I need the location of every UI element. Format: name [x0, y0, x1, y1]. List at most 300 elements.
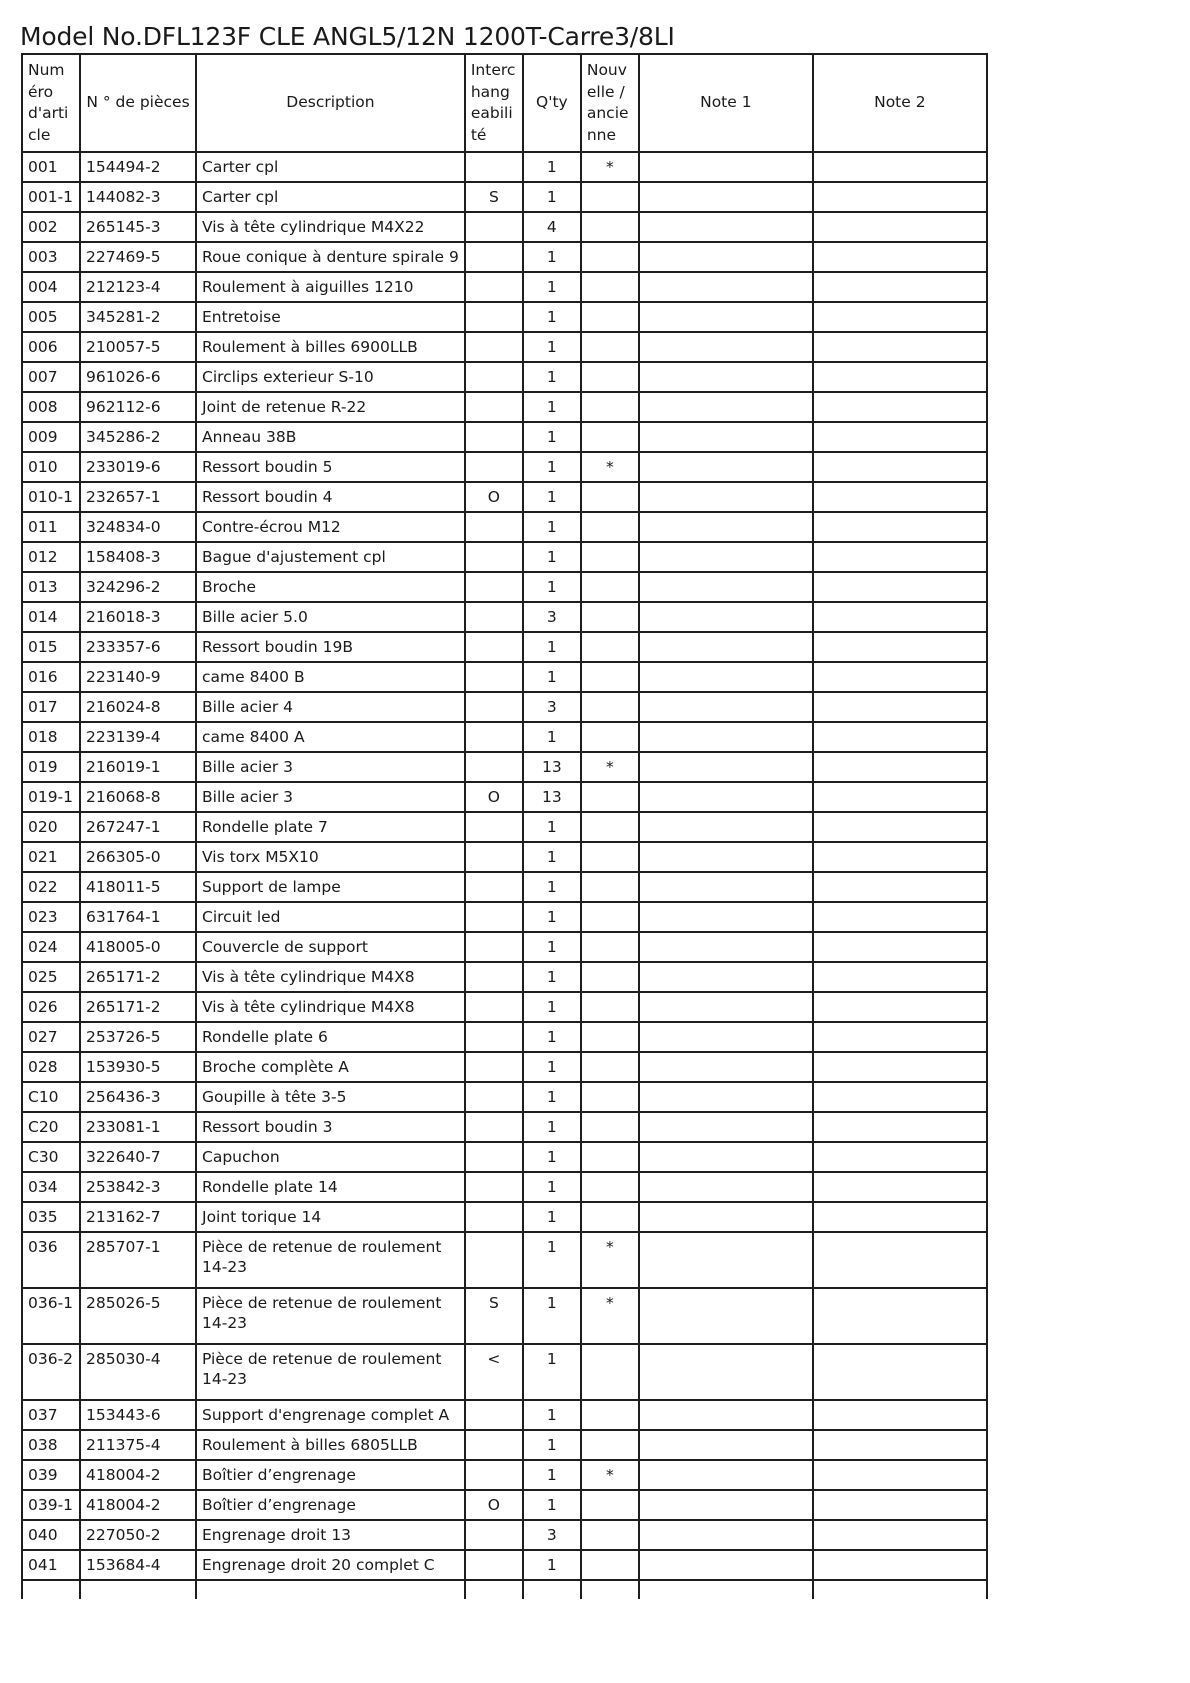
cell-quantity: 1 — [523, 1288, 581, 1344]
cell-new-old — [581, 722, 639, 752]
table-row — [22, 992, 987, 1022]
cell-quantity: 1 — [523, 242, 581, 272]
cell-new-old: * — [581, 452, 639, 482]
cell-item-number: 012 — [22, 542, 80, 572]
cell-description: Boîtier d’engrenage — [196, 1490, 465, 1520]
cell-description: Rondelle plate 7 — [196, 812, 465, 842]
cell-quantity: 1 — [523, 332, 581, 362]
cell-quantity: 3 — [523, 692, 581, 722]
cell-item-number: 026 — [22, 992, 80, 1022]
cell-new-old — [581, 392, 639, 422]
cell-quantity: 1 — [523, 1052, 581, 1082]
cell-new-old — [581, 1520, 639, 1550]
table-row — [22, 632, 987, 662]
table-row — [22, 872, 987, 902]
cell-quantity: 1 — [523, 992, 581, 1022]
cell-new-old — [581, 662, 639, 692]
table-row — [22, 302, 987, 332]
cell-part-number: 153443-6 — [80, 1400, 196, 1430]
cell-note-2 — [813, 1550, 987, 1580]
cell-description: Vis à tête cylindrique M4X8 — [196, 962, 465, 992]
table-row — [22, 962, 987, 992]
cell-quantity: 1 — [523, 1460, 581, 1490]
cell-item-number: 034 — [22, 1172, 80, 1202]
cell-description: Roulement à aiguilles 1210 — [196, 272, 465, 302]
cell-part-number: 631764-1 — [80, 902, 196, 932]
cell-description: Circuit led — [196, 902, 465, 932]
cell-quantity: 1 — [523, 872, 581, 902]
cell-description: came 8400 B — [196, 662, 465, 692]
cell-quantity: 1 — [523, 722, 581, 752]
cell-interchangeability — [465, 272, 523, 302]
cell-new-old — [581, 1022, 639, 1052]
cell-part-number: 265171-2 — [80, 962, 196, 992]
cell-empty — [80, 1580, 196, 1599]
cell-part-number: 233081-1 — [80, 1112, 196, 1142]
cell-new-old — [581, 1052, 639, 1082]
cell-item-number: 016 — [22, 662, 80, 692]
table-row — [22, 812, 987, 842]
cell-quantity: 1 — [523, 572, 581, 602]
cell-note-2 — [813, 932, 987, 962]
col-header-note-1: Note 1 — [639, 54, 813, 152]
cell-note-2 — [813, 842, 987, 872]
cell-interchangeability — [465, 662, 523, 692]
cell-quantity: 1 — [523, 1550, 581, 1580]
cell-interchangeability — [465, 722, 523, 752]
cell-part-number: 265145-3 — [80, 212, 196, 242]
cell-item-number: 007 — [22, 362, 80, 392]
cell-note-1 — [639, 332, 813, 362]
table-row — [22, 212, 987, 242]
cell-interchangeability — [465, 302, 523, 332]
cell-note-2 — [813, 1052, 987, 1082]
cell-note-1 — [639, 572, 813, 602]
cell-item-number: 001 — [22, 152, 80, 182]
table-row — [22, 692, 987, 722]
cell-part-number: 153930-5 — [80, 1052, 196, 1082]
table-row — [22, 662, 987, 692]
col-header-new-old: Nouvelle / ancienne — [581, 54, 639, 152]
cell-note-2 — [813, 602, 987, 632]
col-header-description: Description — [196, 54, 465, 152]
cell-quantity: 1 — [523, 482, 581, 512]
cell-item-number: 017 — [22, 692, 80, 722]
cell-note-2 — [813, 692, 987, 722]
cell-item-number: 009 — [22, 422, 80, 452]
cell-interchangeability — [465, 842, 523, 872]
cell-note-2 — [813, 1232, 987, 1288]
cell-quantity: 1 — [523, 422, 581, 452]
cell-empty — [813, 1580, 987, 1599]
cell-interchangeability — [465, 632, 523, 662]
cell-part-number: 253726-5 — [80, 1022, 196, 1052]
cell-description: Capuchon — [196, 1142, 465, 1172]
cell-item-number: 005 — [22, 302, 80, 332]
cell-part-number: 962112-6 — [80, 392, 196, 422]
cell-note-1 — [639, 152, 813, 182]
col-header-part-number: N ° de pièces — [80, 54, 196, 152]
table-row — [22, 182, 987, 212]
cell-item-number: 010-1 — [22, 482, 80, 512]
cell-part-number: 265171-2 — [80, 992, 196, 1022]
cell-new-old — [581, 632, 639, 662]
cell-note-1 — [639, 512, 813, 542]
cell-new-old — [581, 1550, 639, 1580]
cell-part-number: 210057-5 — [80, 332, 196, 362]
table-row — [22, 1052, 987, 1082]
cell-part-number: 216068-8 — [80, 782, 196, 812]
cell-description: Joint torique 14 — [196, 1202, 465, 1232]
cell-note-2 — [813, 272, 987, 302]
cell-new-old: * — [581, 1460, 639, 1490]
cell-item-number: 011 — [22, 512, 80, 542]
table-row — [22, 1344, 987, 1400]
cell-note-1 — [639, 812, 813, 842]
table-row — [22, 1550, 987, 1580]
cell-note-1 — [639, 1344, 813, 1400]
cell-description: Engrenage droit 20 complet C — [196, 1550, 465, 1580]
cell-description: Anneau 38B — [196, 422, 465, 452]
cell-note-2 — [813, 1202, 987, 1232]
cell-part-number: 256436-3 — [80, 1082, 196, 1112]
cell-note-1 — [639, 1202, 813, 1232]
cell-note-1 — [639, 182, 813, 212]
cell-interchangeability — [465, 512, 523, 542]
cell-note-2 — [813, 392, 987, 422]
parts-table — [21, 53, 988, 1599]
cell-quantity: 1 — [523, 1112, 581, 1142]
cell-note-2 — [813, 212, 987, 242]
cell-new-old — [581, 1202, 639, 1232]
cell-quantity: 13 — [523, 752, 581, 782]
table-row — [22, 542, 987, 572]
cell-part-number: 233357-6 — [80, 632, 196, 662]
cell-item-number: 003 — [22, 242, 80, 272]
cell-description: Rondelle plate 14 — [196, 1172, 465, 1202]
cell-note-2 — [813, 482, 987, 512]
cell-item-number: 010 — [22, 452, 80, 482]
cell-note-1 — [639, 1430, 813, 1460]
cell-note-2 — [813, 572, 987, 602]
cell-note-2 — [813, 1172, 987, 1202]
cell-part-number: 223140-9 — [80, 662, 196, 692]
cell-interchangeability — [465, 1112, 523, 1142]
cell-empty — [639, 1580, 813, 1599]
cell-description: Roue conique à denture spirale 9 — [196, 242, 465, 272]
cell-description: Circlips exterieur S-10 — [196, 362, 465, 392]
cell-new-old — [581, 962, 639, 992]
table-row — [22, 602, 987, 632]
cell-note-1 — [639, 1232, 813, 1288]
cell-note-2 — [813, 1430, 987, 1460]
cell-description: Carter cpl — [196, 152, 465, 182]
cell-item-number: 013 — [22, 572, 80, 602]
table-row — [22, 722, 987, 752]
cell-item-number: 025 — [22, 962, 80, 992]
cell-new-old — [581, 1142, 639, 1172]
cell-note-2 — [813, 422, 987, 452]
cell-item-number: 019-1 — [22, 782, 80, 812]
table-row — [22, 362, 987, 392]
cell-note-1 — [639, 902, 813, 932]
cell-quantity: 1 — [523, 962, 581, 992]
cell-note-1 — [639, 872, 813, 902]
cell-interchangeability — [465, 1142, 523, 1172]
table-row — [22, 1202, 987, 1232]
cell-interchangeability — [465, 992, 523, 1022]
cell-item-number: C10 — [22, 1082, 80, 1112]
cell-empty — [465, 1580, 523, 1599]
cell-description: Ressort boudin 19B — [196, 632, 465, 662]
cell-part-number: 345286-2 — [80, 422, 196, 452]
cell-part-number: 253842-3 — [80, 1172, 196, 1202]
cell-description: Boîtier d’engrenage — [196, 1460, 465, 1490]
cell-note-2 — [813, 1142, 987, 1172]
cell-new-old — [581, 902, 639, 932]
cell-item-number: 023 — [22, 902, 80, 932]
cell-item-number: 001-1 — [22, 182, 80, 212]
cell-note-2 — [813, 632, 987, 662]
cell-note-2 — [813, 542, 987, 572]
cell-quantity: 1 — [523, 842, 581, 872]
cell-part-number: 266305-0 — [80, 842, 196, 872]
cell-note-1 — [639, 542, 813, 572]
cell-description: Ressort boudin 3 — [196, 1112, 465, 1142]
col-header-item-number: Numéro d'article — [22, 54, 80, 152]
cell-item-number: 004 — [22, 272, 80, 302]
cell-part-number: 213162-7 — [80, 1202, 196, 1232]
cell-note-1 — [639, 782, 813, 812]
cell-item-number: 027 — [22, 1022, 80, 1052]
cell-item-number: 015 — [22, 632, 80, 662]
cell-note-2 — [813, 182, 987, 212]
cell-part-number: 154494-2 — [80, 152, 196, 182]
table-row — [22, 1022, 987, 1052]
cell-interchangeability — [465, 752, 523, 782]
cell-quantity: 1 — [523, 152, 581, 182]
cell-interchangeability — [465, 1460, 523, 1490]
cell-new-old — [581, 512, 639, 542]
cell-note-1 — [639, 1460, 813, 1490]
cell-interchangeability — [465, 542, 523, 572]
cell-quantity: 1 — [523, 512, 581, 542]
cell-description: Pièce de retenue de roulement 14-23 — [196, 1288, 465, 1344]
cell-interchangeability — [465, 422, 523, 452]
cell-item-number: 040 — [22, 1520, 80, 1550]
cell-quantity: 1 — [523, 1490, 581, 1520]
cell-quantity: 1 — [523, 1172, 581, 1202]
cell-quantity: 1 — [523, 1022, 581, 1052]
cell-interchangeability: < — [465, 1344, 523, 1400]
cell-new-old — [581, 1082, 639, 1112]
cell-description: Broche — [196, 572, 465, 602]
cell-part-number: 961026-6 — [80, 362, 196, 392]
cell-description: Roulement à billes 6805LLB — [196, 1430, 465, 1460]
cell-note-1 — [639, 692, 813, 722]
col-header-note-2: Note 2 — [813, 54, 987, 152]
cell-interchangeability — [465, 1550, 523, 1580]
cell-quantity: 1 — [523, 1082, 581, 1112]
cell-item-number: 024 — [22, 932, 80, 962]
cell-item-number: 008 — [22, 392, 80, 422]
cell-description: Vis torx M5X10 — [196, 842, 465, 872]
cell-interchangeability — [465, 1232, 523, 1288]
parts-table-body — [22, 152, 987, 1599]
cell-note-2 — [813, 332, 987, 362]
cell-empty — [523, 1580, 581, 1599]
cell-note-2 — [813, 1344, 987, 1400]
cell-new-old — [581, 932, 639, 962]
header-row — [22, 54, 987, 152]
table-row — [22, 242, 987, 272]
cell-part-number: 227469-5 — [80, 242, 196, 272]
cell-empty — [196, 1580, 465, 1599]
cell-description: Ressort boudin 5 — [196, 452, 465, 482]
cell-part-number: 233019-6 — [80, 452, 196, 482]
cell-quantity: 1 — [523, 632, 581, 662]
cell-item-number: 035 — [22, 1202, 80, 1232]
cell-description: Pièce de retenue de roulement 14-23 — [196, 1232, 465, 1288]
table-row — [22, 782, 987, 812]
cell-note-2 — [813, 872, 987, 902]
cell-quantity: 3 — [523, 602, 581, 632]
cell-note-1 — [639, 632, 813, 662]
cell-note-1 — [639, 752, 813, 782]
table-row — [22, 272, 987, 302]
table-row — [22, 752, 987, 782]
cell-item-number: 002 — [22, 212, 80, 242]
cell-description: Rondelle plate 6 — [196, 1022, 465, 1052]
table-row — [22, 572, 987, 602]
cell-interchangeability — [465, 692, 523, 722]
cell-interchangeability — [465, 1202, 523, 1232]
cell-new-old — [581, 992, 639, 1022]
cell-interchangeability — [465, 1052, 523, 1082]
table-row — [22, 1490, 987, 1520]
cell-description: Engrenage droit 13 — [196, 1520, 465, 1550]
table-row — [22, 332, 987, 362]
cell-interchangeability — [465, 362, 523, 392]
table-row — [22, 902, 987, 932]
cell-description: Support d'engrenage complet A — [196, 1400, 465, 1430]
table-row — [22, 1400, 987, 1430]
cell-note-2 — [813, 302, 987, 332]
cell-new-old — [581, 872, 639, 902]
cell-note-1 — [639, 932, 813, 962]
cell-interchangeability — [465, 212, 523, 242]
cell-note-1 — [639, 1112, 813, 1142]
cell-new-old — [581, 212, 639, 242]
cell-part-number: 216019-1 — [80, 752, 196, 782]
cell-note-1 — [639, 1550, 813, 1580]
cell-note-1 — [639, 482, 813, 512]
cell-interchangeability: S — [465, 182, 523, 212]
cell-item-number: 019 — [22, 752, 80, 782]
cell-description: Joint de retenue R-22 — [196, 392, 465, 422]
cell-note-2 — [813, 1460, 987, 1490]
cell-note-1 — [639, 362, 813, 392]
cell-item-number: C20 — [22, 1112, 80, 1142]
table-row — [22, 452, 987, 482]
cell-interchangeability — [465, 872, 523, 902]
cell-note-1 — [639, 422, 813, 452]
cell-new-old — [581, 242, 639, 272]
cell-note-1 — [639, 962, 813, 992]
cell-note-2 — [813, 452, 987, 482]
cell-part-number: 212123-4 — [80, 272, 196, 302]
cell-note-1 — [639, 1082, 813, 1112]
cell-new-old — [581, 302, 639, 332]
cell-new-old — [581, 1490, 639, 1520]
cell-note-2 — [813, 812, 987, 842]
cell-note-2 — [813, 1022, 987, 1052]
cell-note-2 — [813, 662, 987, 692]
cell-item-number: 038 — [22, 1430, 80, 1460]
table-row — [22, 1112, 987, 1142]
cell-part-number: 216024-8 — [80, 692, 196, 722]
cell-note-2 — [813, 1288, 987, 1344]
cell-description: Entretoise — [196, 302, 465, 332]
cell-quantity: 1 — [523, 902, 581, 932]
cell-quantity: 1 — [523, 1344, 581, 1400]
cell-note-2 — [813, 962, 987, 992]
cell-note-1 — [639, 242, 813, 272]
cell-description: Vis à tête cylindrique M4X22 — [196, 212, 465, 242]
cell-empty — [581, 1580, 639, 1599]
table-row — [22, 842, 987, 872]
cell-new-old — [581, 422, 639, 452]
cell-new-old: * — [581, 1288, 639, 1344]
table-row — [22, 152, 987, 182]
cell-part-number: 345281-2 — [80, 302, 196, 332]
table-row — [22, 1232, 987, 1288]
cell-new-old — [581, 842, 639, 872]
cell-new-old — [581, 1344, 639, 1400]
cell-part-number: 144082-3 — [80, 182, 196, 212]
table-row — [22, 482, 987, 512]
cell-new-old — [581, 782, 639, 812]
cell-note-1 — [639, 992, 813, 1022]
cell-item-number: 037 — [22, 1400, 80, 1430]
table-row — [22, 1430, 987, 1460]
cell-item-number: 036 — [22, 1232, 80, 1288]
cell-interchangeability: O — [465, 482, 523, 512]
cell-note-1 — [639, 1142, 813, 1172]
cell-item-number: 028 — [22, 1052, 80, 1082]
cell-note-1 — [639, 272, 813, 302]
cell-note-1 — [639, 722, 813, 752]
cell-new-old — [581, 482, 639, 512]
cell-new-old — [581, 812, 639, 842]
cell-interchangeability — [465, 902, 523, 932]
cell-item-number: 039 — [22, 1460, 80, 1490]
cell-part-number: 153684-4 — [80, 1550, 196, 1580]
table-row — [22, 1460, 987, 1490]
cell-note-1 — [639, 602, 813, 632]
cell-note-1 — [639, 842, 813, 872]
cell-note-1 — [639, 1490, 813, 1520]
cell-description: Contre-écrou M12 — [196, 512, 465, 542]
cell-note-2 — [813, 902, 987, 932]
cell-note-2 — [813, 752, 987, 782]
cell-new-old: * — [581, 1232, 639, 1288]
cell-description: Broche complète A — [196, 1052, 465, 1082]
cell-interchangeability — [465, 242, 523, 272]
cell-new-old — [581, 1400, 639, 1430]
cell-quantity: 13 — [523, 782, 581, 812]
cell-quantity: 1 — [523, 452, 581, 482]
